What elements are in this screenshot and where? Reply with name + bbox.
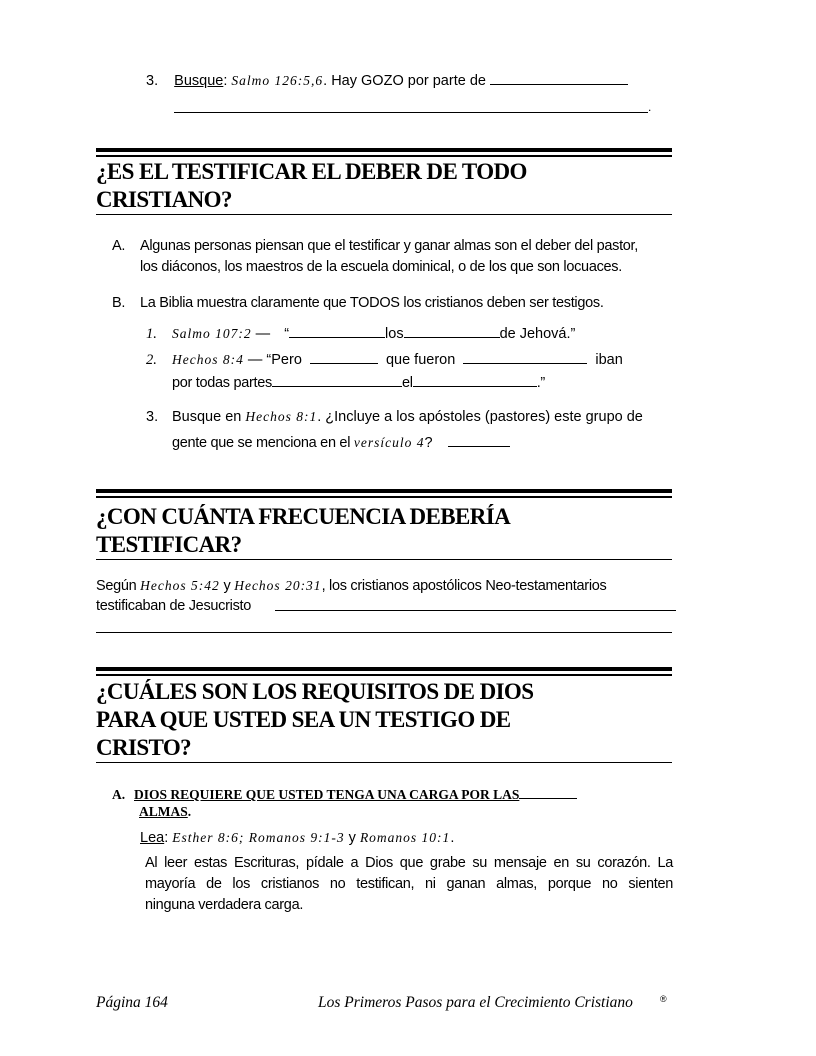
answer-blank[interactable] — [463, 349, 587, 364]
lea-line: Lea: Esther 8:6; Romanos 9:1-3 y Romanos 10:1. — [140, 830, 455, 846]
carga-paragraph-line3: ninguna verdadera carga. — [145, 897, 304, 913]
section-heading-frecuencia: ¿CON CUÁNTA FRECUENCIA DEBERÍA TESTIFICAR? — [96, 503, 672, 560]
line-end-period: . — [648, 100, 652, 114]
answer-blank-line[interactable] — [96, 632, 672, 633]
section-rule-thick — [96, 148, 672, 152]
section-rule-thin — [96, 496, 672, 498]
point-b2: 2. Hechos 8:4 — “Pero que fueron iban — [146, 349, 686, 371]
answer-blank[interactable] — [310, 349, 378, 364]
answer-blank[interactable] — [448, 432, 510, 447]
item-text: . Hay GOZO por parte de — [323, 73, 486, 89]
section-heading-requisitos: ¿CUÁLES SON LOS REQUISITOS DE DIOS PARA QUE USTED SEA UN TESTIGO DE CRISTO? — [96, 678, 672, 763]
answer-blank-line[interactable] — [275, 610, 676, 611]
answer-blank[interactable] — [272, 372, 402, 387]
item-3-busque: 3. Busque: Salmo 126:5,6. Hay GOZO por parte de — [146, 70, 676, 92]
section-rule-thin — [96, 674, 672, 676]
scripture-reference: Romanos 10:1 — [359, 830, 451, 845]
point-b2-line2: por todas partes el .” — [172, 372, 692, 394]
point-a-line2: los diáconos, los maestros de la escuela dominical, o de los que son locuaces. — [140, 259, 622, 275]
point-b3: 3. Busque en Hechos 8:1. ¿Incluye a los apóstoles (pastores) este grupo de — [146, 409, 643, 425]
answer-blank[interactable] — [404, 323, 500, 338]
point-b3-line2: gente que se menciona en el versículo 4? — [172, 432, 692, 454]
frecuencia-text-line2: testificaban de Jesucristo — [96, 598, 252, 614]
scripture-reference: Hechos 8:4 — [172, 352, 244, 367]
requirement-a-title: A. DIOS REQUIERE QUE USTED TENGA UNA CARGA POR LAS ALMAS. — [112, 786, 672, 820]
scripture-reference: Hechos 20:31 — [234, 578, 322, 593]
book-title: Los Primeros Pasos para el Crecimiento Cristiano — [318, 994, 633, 1011]
frecuencia-text: Según Hechos 5:42 y Hechos 20:31, los cristianos apostólicos Neo-testamentarios — [96, 578, 607, 594]
section-rule-thick — [96, 489, 672, 493]
carga-paragraph-line2: mayoría de los cristianos no testifican, ni ganan almas, porque no sienten — [145, 876, 673, 892]
busque-label: Busque — [174, 73, 224, 89]
point-a: A. Algunas personas piensan que el testificar y ganar almas son el deber del pastor, — [112, 238, 639, 254]
section-heading-deber: ¿ES EL TESTIFICAR EL DEBER DE TODO CRISTIANO? — [96, 158, 672, 215]
scripture-reference: Hechos 5:42 — [140, 578, 220, 593]
lea-label: Lea — [140, 830, 165, 846]
scripture-reference: Salmo 126:5,6 — [231, 73, 324, 88]
scripture-reference: versículo 4 — [353, 435, 425, 450]
point-b: B. La Biblia muestra claramente que TODOS los cristianos deben ser testigos. — [112, 295, 604, 311]
item-number: 3. — [146, 73, 159, 89]
carga-paragraph-line1: Al leer estas Escrituras, pídale a Dios que grabe su mensaje en su corazón. La — [145, 855, 673, 871]
page-number: Página 164 — [96, 994, 168, 1011]
answer-blank[interactable] — [289, 323, 385, 338]
scripture-reference: Hechos 8:1 — [245, 409, 318, 424]
scripture-reference: Esther 8:6; Romanos 9:1-3 — [172, 830, 345, 845]
answer-blank[interactable] — [413, 372, 537, 387]
registered-mark: ® — [660, 994, 667, 1004]
answer-blank-line[interactable] — [174, 112, 648, 113]
section-rule-thin — [96, 155, 672, 157]
scripture-reference: Salmo 107:2 — [172, 326, 252, 341]
answer-blank[interactable] — [490, 70, 628, 85]
point-b1: 1. Salmo 107:2 — “ los de Jehová.” — [146, 323, 686, 345]
section-rule-thick — [96, 667, 672, 671]
